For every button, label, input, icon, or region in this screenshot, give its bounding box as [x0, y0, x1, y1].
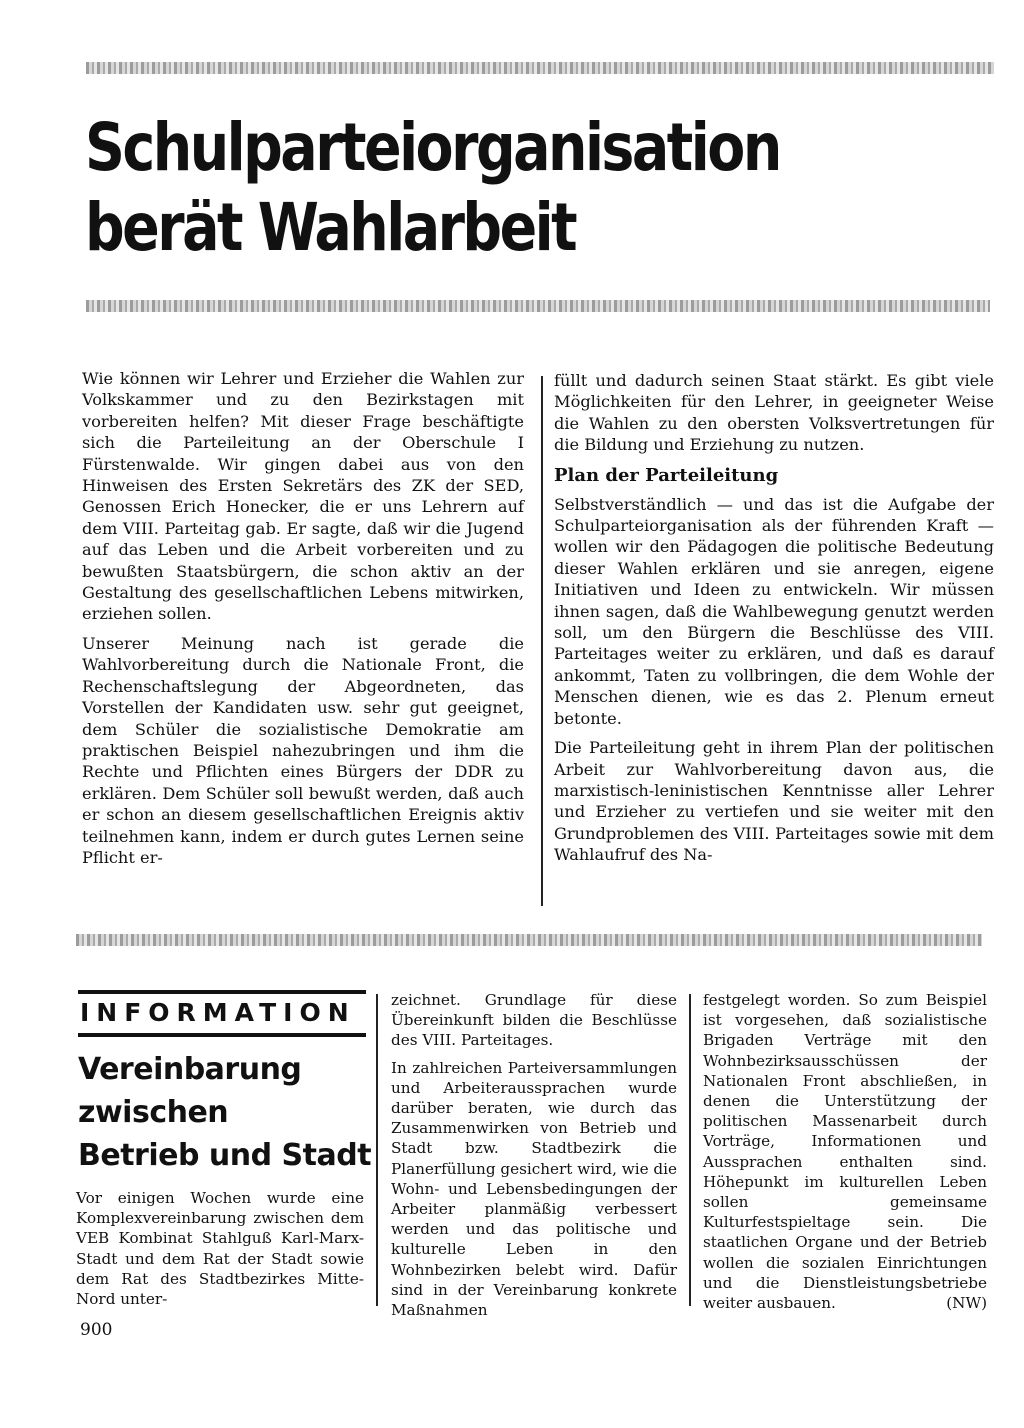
info-paragraph [703, 990, 987, 1313]
info-column-3 [703, 990, 987, 1320]
info-headline-line: Betrieb und Stadt [78, 1138, 372, 1173]
information-label: INFORMATION [78, 990, 366, 1037]
article-paragraph: Die Parteileitung geht in ihrem Plan der politischen Arbeit zur Wahlvorbereitung davon aus, die marxistisch-leninistischen Kenntnisse aller Lehrer und Erzieher zu vertiefen und sie weiter mit den Grundproblemen des VIII. Parteitages sowie mit dem Wahlaufruf des Na- [554, 738, 994, 865]
column-divider [541, 376, 543, 906]
article-paragraph: Selbstverständlich — und das ist die Aufgabe der Schulparteiorganisation als der führenden Kraft — wollen wir den Pädagogen die politische Bedeutung dieser Wahlen erklären und sie anregen, eigene Initiativen und Ideen zu entwickeln. Wir müssen ihnen sagen, daß die Wahlbewegung genutzt werden soll, um den Bürgern die Beschlüsse des VIII. Parteitages weiter zu erklären, und daß es darauf ankommt, Taten zu vollbringen, die dem Wohle der Menschen dienen, wie es das 2. Plenum erneut betonte. [554, 494, 994, 728]
article-column-1 [82, 368, 524, 876]
info-text: festgelegt worden. So zum Beispiel ist vorgesehen, daß sozialistische Brigaden Verträge mit den Wohnbezirksausschüssen der Nationalen Front abschließen, in denen die Unterstützung der politischen Massenarbeit durch Vorträge, Informationen und Aussprachen enthalten sind. Höhepunkt im kulturellen Leben sollen gemeinsame Kulturfestspieltage sein. Die staatlichen Organe und der Betrieb wollen die sozialen Einrichtungen und die Dienstleistungsbetriebe weiter ausbauen. [703, 991, 987, 1313]
author-signature: (NW) [946, 1294, 987, 1313]
info-headline-line: Vereinbarung [78, 1052, 302, 1087]
article-paragraph: Wie können wir Lehrer und Erzieher die Wahlen zur Volkskammer und zu den Bezirkstagen mit vorbereiten helfen? Mit dieser Frage beschäftigte sich die Parteileitung an der Oberschule I Fürstenwalde. Wir gingen dabei aus von den Hinweisen des Ersten Sekretärs des ZK der SED, Genossen Erich Honecker, die er uns Lehrern auf dem VIII. Parteitag gab. Er sagte, daß wir die Jugend auf das Leben und die Arbeit vorbereiten und zu bewußten Staatsbürgern, die schon aktiv an der Gestaltung des gesellschaftlichen Lebens mitwirken, erziehen sollen. [82, 369, 524, 624]
info-headline-line: zwischen [78, 1095, 229, 1130]
info-paragraph: In zahlreichen Parteiversammlungen und Arbeiteraussprachen wurde darüber beraten, wie durch das Zusammenwirken von Betrieb und Stadt bzw. Stadtbezirk die Planerfüllung gesichert wird, wie die Wohn- und Lebensbedingungen der Arbeiter planmäßig verbessert werden und das politische und kulturelle Leben in den Wohnbezirken belebt wird. Dafür sind in der Vereinbarung konkrete Maßnahmen [391, 1058, 677, 1320]
info-paragraph: Vor einigen Wochen wurde eine Komplexvereinbarung zwischen dem VEB Kombinat Stahlguß Karl-Marx-Stadt und dem Rat der Stadt sowie dem Rat des Stadtbezirkes Mitte-Nord unter- [76, 1189, 364, 1309]
section-divider-rule [76, 934, 982, 946]
info-paragraph: zeichnet. Grundlage für diese Übereinkunft bilden die Beschlüsse des VIII. Parteitages. [391, 991, 677, 1050]
article-column-2 [554, 370, 994, 874]
article-paragraph: Unserer Meinung nach ist gerade die Wahlvorbereitung durch die Nationale Front, die Rechenschaftslegung der Abgeordneten, das Vorstellen der Kandidaten usw. sehr gut geeignet, dem Schüler die sozialistische Demokratie am praktischen Beispiel nahezubringen und ihm die Rechte und Pflichten eines Bürgers der DDR zu erklären. Dem Schüler soll bewußt werden, daß auch er schon an diesem gesellschaftlichen Ereignis aktiv teilnehmen kann, indem er durch gutes Lernen seine Pflicht er- [82, 633, 524, 867]
info-column-1 [76, 1188, 364, 1316]
headline-bottom-rule [86, 300, 990, 312]
article-paragraph: füllt und dadurch seinen Staat stärkt. Es gibt viele Möglichkeiten für den Lehrer, in geeigneter Weise die Wahlen zu den obersten Volksvertretungen für die Bildung und Erziehung zu nutzen. [554, 371, 994, 455]
article-subheading: Plan der Parteileitung [554, 464, 779, 486]
info-column-divider-2 [689, 994, 691, 1306]
page-number: 900 [80, 1320, 113, 1340]
article-headline: Schulparteiorganisation berät Wahlarbeit [85, 109, 780, 266]
info-column-2 [391, 990, 677, 1327]
info-headline [78, 1048, 378, 1177]
info-column-divider-1 [376, 994, 378, 1306]
top-rule [86, 62, 994, 74]
